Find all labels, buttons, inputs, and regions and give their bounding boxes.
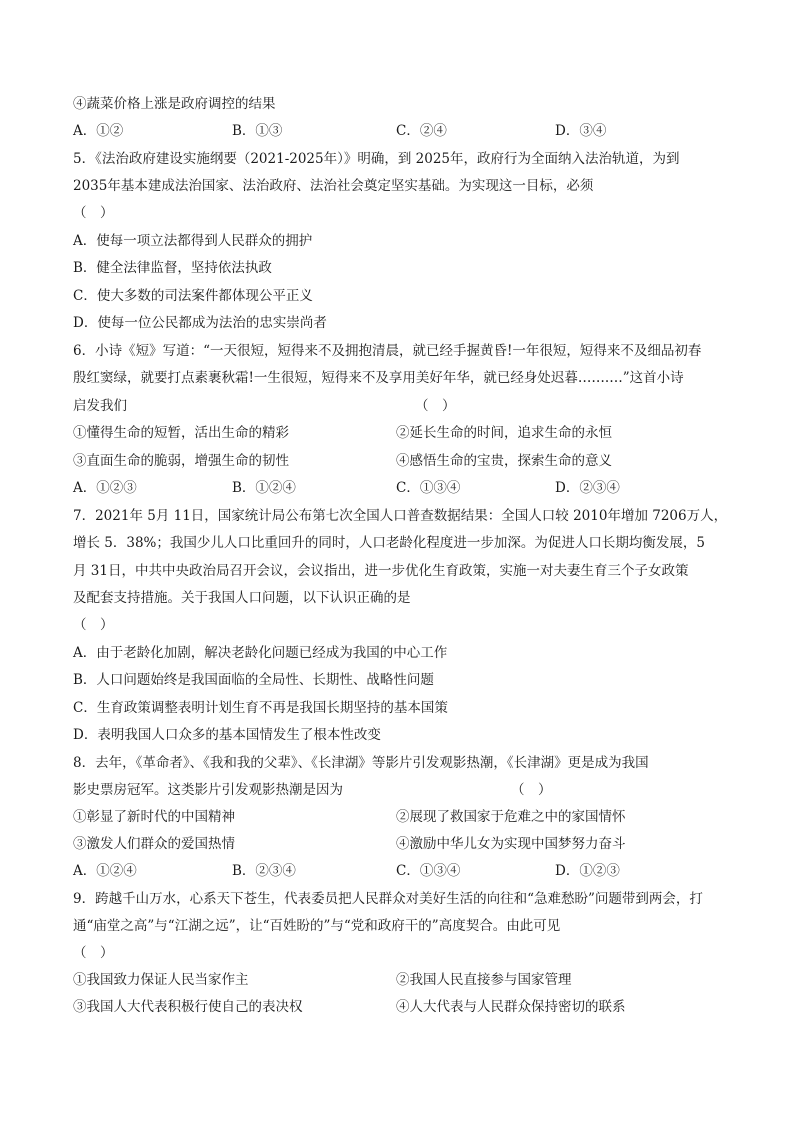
q8-stem-line-2: 影史票房冠军。这类影片引发观影热潮是因为 [73, 782, 343, 798]
q9-statement-1: ①我国致力保证人民当家作主 [73, 972, 249, 988]
q9-stem-line-2: 通“庙堂之高”与“江湖之远”，让“百姓盼的”与“党和政府干的”高度契合。由此可见 [73, 918, 561, 934]
q8-statement-2: ②展现了救国家于危难之中的家国情怀 [396, 809, 626, 825]
q6-option-d[interactable]: D．②③④ [555, 480, 620, 496]
q6-statement-1: ①懂得生命的短暂，活出生命的精彩 [73, 425, 289, 441]
q7-choice-c[interactable]: C．生育政策调整表明计划生育不再是我国长期坚持的基本国策 [73, 700, 448, 716]
q8-statement-1: ①彰显了新时代的中国精神 [73, 809, 235, 825]
q7-stem-line-3: 月 31日，中共中央政治局召开会议，会议指出，进一步优化生育政策，实施一对夫妻生育三个子女政策 [73, 563, 689, 579]
q6-stem-line-2: 殷红窦绿，就要打点素裹秋霜!一生很短，短得来不及享用美好年华，就已经身处迟暮…….…”这首小诗 [73, 370, 684, 386]
q5-choice-b[interactable]: B．健全法律监督，坚持依法执政 [73, 260, 272, 276]
q8-option-d[interactable]: D．①②③ [555, 863, 620, 879]
q7-choice-a[interactable]: A．由于老龄化加剧，解决老龄化问题已经成为我国的中心工作 [73, 645, 448, 661]
q6-statement-3: ③直面生命的脆弱，增强生命的韧性 [73, 453, 289, 469]
q7-stem-line-2: 增长 5．38%；我国少儿人口比重回升的同时，人口老龄化程度进一步加深。为促进人口长期均衡发展，5 [73, 535, 705, 551]
q7-stem-line-4: 及配套支持措施。关于我国人口问题，以下认识正确的是 [73, 590, 411, 606]
q8-option-c[interactable]: C．①③④ [396, 863, 461, 879]
q7-stem-line-1: 7．2021年 5月 11日，国家统计局公布第七次全国人口普查数据结果：全国人口较 2010年增加 7206万人， [73, 508, 728, 524]
q6-option-b[interactable]: B．①②④ [232, 480, 296, 496]
q7-choice-d[interactable]: D．表明我国人口众多的基本国情发生了根本性改变 [73, 727, 381, 743]
q5-answer-paren: （ ） [73, 205, 114, 221]
q4-option-d[interactable]: D．③④ [555, 123, 607, 139]
q5-stem-line-1: 5．《法治政府建设实施纲要（2021-2025年）》明确，到 2025年，政府行为全面纳入法治轨道，为到 [73, 151, 680, 167]
q4-statement-4: ④蔬菜价格上涨是政府调控的结果 [73, 96, 276, 112]
q9-statement-2: ②我国人民直接参与国家管理 [396, 972, 572, 988]
q6-option-a[interactable]: A．①②③ [73, 480, 137, 496]
q8-option-a[interactable]: A．①②④ [73, 863, 137, 879]
q8-statement-4: ④激励中华儿女为实现中国梦努力奋斗 [396, 836, 626, 852]
q4-option-a[interactable]: A．①② [73, 123, 124, 139]
q6-stem-line-3: 启发我们 [73, 398, 127, 414]
q8-option-b[interactable]: B．②③④ [232, 863, 296, 879]
q7-answer-paren: （ ） [73, 617, 114, 633]
q5-choice-a[interactable]: A．使每一项立法都得到人民群众的拥护 [73, 233, 313, 249]
q8-stem-line-1: 8．去年，《革命者》、《我和我的父辈》、《长津湖》等影片引发观影热潮，《长津湖》更是成为我国 [73, 755, 649, 771]
q9-stem-line-1: 9．跨越千山万水，心系天下苍生，代表委员把人民群众对美好生活的向往和“急难愁盼”问题带到两会，打 [73, 891, 703, 907]
q8-statement-3: ③激发人们群众的爱国热情 [73, 836, 235, 852]
q6-stem-line-1: 6．小诗《短》写道：“一天很短，短得来不及拥抱清晨，就已经手握黄昏!一年很短，短得来不及细品初春 [73, 343, 702, 359]
q5-stem-line-2: 2035年基本建成法治国家、法治政府、法治社会奠定坚实基础。为实现这一目标，必须 [73, 178, 594, 194]
q6-answer-paren: （ ） [415, 398, 456, 414]
q6-statement-4: ④感悟生命的宝贵，探索生命的意义 [396, 453, 612, 469]
q5-choice-c[interactable]: C．使大多数的司法案件都体现公平正义 [73, 288, 313, 304]
q7-choice-b[interactable]: B．人口问题始终是我国面临的全局性、长期性、战略性问题 [73, 672, 434, 688]
q9-statement-3: ③我国人大代表积极行使自己的表决权 [73, 999, 303, 1015]
q4-option-b[interactable]: B．①③ [232, 123, 283, 139]
q4-option-c[interactable]: C．②④ [396, 123, 447, 139]
q5-choice-d[interactable]: D．使每一位公民都成为法治的忠实崇尚者 [73, 315, 327, 331]
q8-answer-paren: （ ） [511, 782, 552, 798]
q6-statement-2: ②延长生命的时间，追求生命的永恒 [396, 425, 612, 441]
q9-statement-4: ④人大代表与人民群众保持密切的联系 [396, 999, 626, 1015]
q6-option-c[interactable]: C．①③④ [396, 480, 461, 496]
q9-answer-paren: （ ） [73, 945, 114, 961]
